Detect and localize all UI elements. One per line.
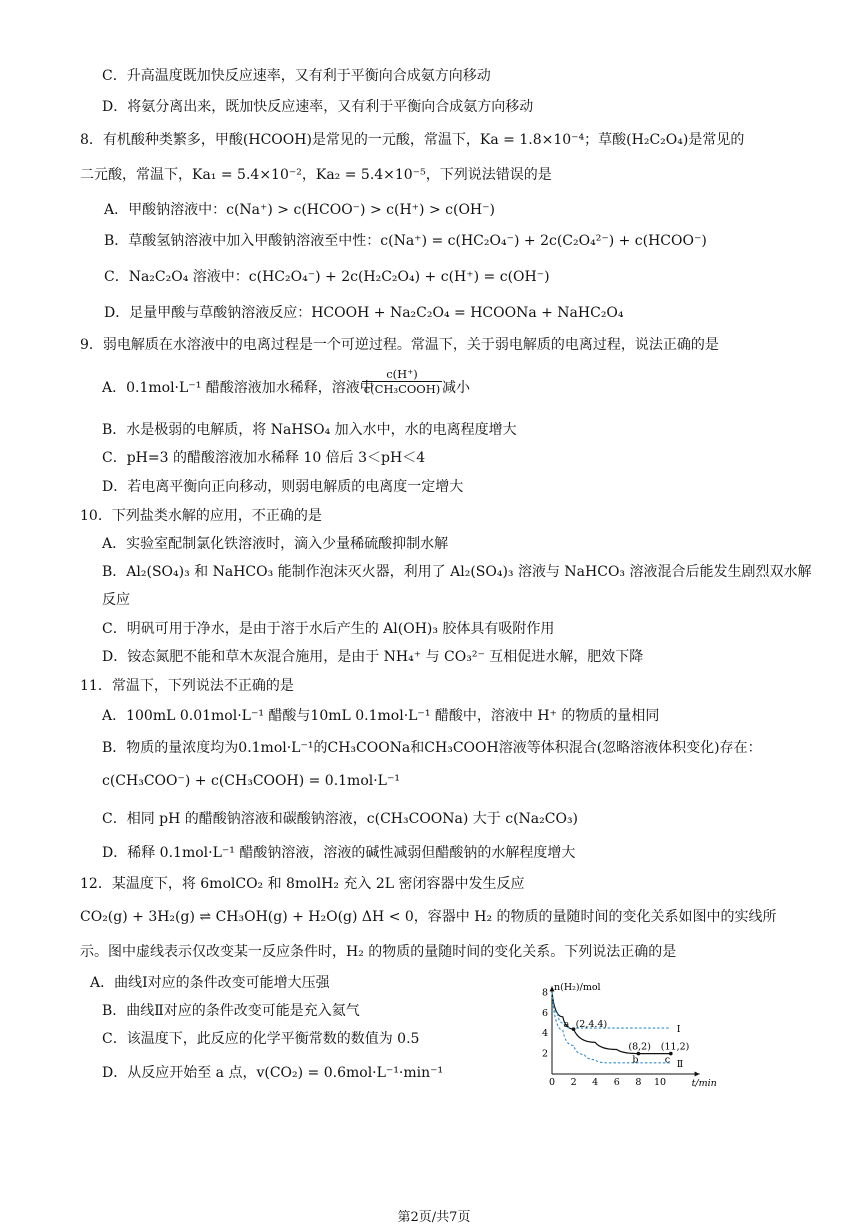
line-q11: 11．常温下，下列说法不正确的是 <box>80 678 294 694</box>
line-q10D: D．铵态氮肥不能和草木灰混合施用，是由于 NH₄⁺ 与 CO₃²⁻ 互相促进水解，肥效下降 <box>102 649 644 665</box>
x-axis-label: t/min <box>691 1078 717 1089</box>
line-q8C: C．Na₂C₂O₄ 溶液中：c(HC₂O₄⁻) + 2c(H₂C₂O₄) + c(H⁺) = c(OH⁻) <box>104 269 550 285</box>
line-q10B2: 反应 <box>102 592 130 608</box>
line-q8D: D．足量甲酸与草酸钠溶液反应：HCOOH + Na₂C₂O₄ = HCOONa + NaHC₂O₄ <box>104 305 624 321</box>
x-axis-arrow <box>695 1072 700 1077</box>
line-q8a: 8．有机酸种类繁多，甲酸(HCOOH)是常见的一元酸，常温下，Ka = 1.8×10⁻⁴；草酸(H₂C₂O₄)是常见的 <box>80 132 745 148</box>
line-q9: 9．弱电解质在水溶液中的电离过程是一个可逆过程。常温下，关于弱电解质的电离过程，说法正确的是 <box>80 337 719 353</box>
line-q10C: C．明矾可用于净水，是由于溶于水后产生的 Al(OH)₃ 胶体具有吸附作用 <box>102 621 555 637</box>
line-q8A: A．甲酸钠溶液中：c(Na⁺) > c(HCOO⁻) > c(H⁺) > c(OH⁻) <box>104 202 495 218</box>
h2-amount-time-chart <box>530 978 717 1096</box>
page-footer: 第2页/共7页 <box>397 1210 471 1225</box>
x-tick-label: 4 <box>592 1077 599 1088</box>
point-label-a: a <box>563 1019 570 1031</box>
line-q8b: 二元酸，常温下，Ka₁ = 5.4×10⁻²，Ka₂ = 5.4×10⁻⁵，下列说法错误的是 <box>80 167 552 183</box>
series-line-Ⅱ <box>552 992 671 1062</box>
line-q10B: B．Al₂(SO₄)₃ 和 NaHCO₃ 能制作泡沫灭火器，利用了 Al₂(SO₄)₃ 溶液与 NaHCO₃ 溶液混合后能发生剧烈双水解 <box>102 564 812 580</box>
line-q11C: C．相同 pH 的醋酸钠溶液和碳酸钠溶液，c(CH₃COONa) 大于 c(Na₂CO₃) <box>102 811 579 827</box>
line-q9A2: 减小 <box>442 380 470 396</box>
series-label: Ⅰ <box>676 1024 681 1036</box>
line-q11A: A．100mL 0.01mol·L⁻¹ 醋酸与10mL 0.1mol·L⁻¹ 醋酸中，溶液中 H⁺ 的物质的量相同 <box>102 708 660 724</box>
line-q11D: D．稀释 0.1mol·L⁻¹ 醋酸钠溶液，溶液的碱性减弱但醋酸钠的水解程度增大 <box>102 845 576 861</box>
point-label-c: c <box>664 1054 671 1066</box>
y-tick-label: 2 <box>541 1048 548 1060</box>
x-tick-label: 6 <box>613 1077 620 1088</box>
line-q9A: A．0.1mol·L⁻¹ 醋酸溶液加水稀释，溶液中 <box>102 380 374 396</box>
line-q12: 12．某温度下，将 6molCO₂ 和 8molH₂ 充入 2L 密闭容器中发生反应 <box>80 876 525 892</box>
fraction-numerator: c(H⁺) <box>386 367 418 381</box>
y-axis-label: n(H₂)/mol <box>554 982 601 993</box>
fraction-denominator: c(CH₃COOH) <box>363 382 441 396</box>
series-line-Ⅰ <box>552 992 671 1031</box>
line-q12C: C．该温度下，此反应的化学平衡常数的数值为 0.5 <box>102 1031 420 1047</box>
y-tick-label: 6 <box>541 1007 548 1019</box>
point-coord-b: (8,2) <box>628 1041 651 1053</box>
line-q10: 10．下列盐类水解的应用，不正确的是 <box>80 508 322 524</box>
series-label: Ⅱ <box>676 1058 684 1070</box>
line-q11B2: c(CH₃COO⁻) + c(CH₃COOH) = 0.1mol·L⁻¹ <box>102 773 400 789</box>
line-q10A: A．实验室配制氯化铁溶液时，滴入少量稀硫酸抑制水解 <box>102 536 449 552</box>
line-q8B: B．草酸氢钠溶液中加入甲酸钠溶液至中性：c(Na⁺) = c(HC₂O₄⁻) + 2c(C₂O₄²⁻) + c(HCOO⁻) <box>104 233 707 249</box>
line-q12B: B．曲线Ⅱ对应的条件改变可能是充入氦气 <box>102 1003 360 1019</box>
line-q12b: CO₂(g) + 3H₂(g) ⇌ CH₃OH(g) + H₂O(g) ΔH < 0，容器中 H₂ 的物质的量随时间的变化关系如图中的实线所 <box>80 909 777 925</box>
line-q9C: C．pH=3 的醋酸溶液加水稀释 10 倍后 3＜pH＜4 <box>102 450 426 466</box>
y-tick-label: 4 <box>541 1028 548 1040</box>
x-tick-label: 10 <box>653 1077 667 1088</box>
point-coord-a: (2,4.4) <box>575 1019 608 1031</box>
concentration-ratio-fraction <box>362 367 442 396</box>
series-line-solid <box>552 992 671 1053</box>
line-q7d: D．将氨分离出来，既加快反应速率，又有利于平衡向合成氨方向移动 <box>102 99 534 115</box>
y-tick-label: 8 <box>541 987 548 999</box>
line-q11B: B．物质的量浓度均为0.1mol·L⁻¹的CH₃COONa和CH₃COOH溶液等体积混合(忽略溶液体积变化)存在： <box>102 740 762 756</box>
point-coord-c: (11,2) <box>660 1041 690 1053</box>
x-tick-label: 8 <box>635 1077 642 1088</box>
line-q7c: C．升高温度既加快反应速率，又有利于平衡向合成氨方向移动 <box>102 68 491 84</box>
line-q12D: D．从反应开始至 a 点，v(CO₂) = 0.6mol·L⁻¹·min⁻¹ <box>102 1065 444 1081</box>
line-q9D: D．若电离平衡向正向移动，则弱电解质的电离度一定增大 <box>102 479 464 495</box>
line-q9B: B．水是极弱的电解质，将 NaHSO₄ 加入水中，水的电离程度增大 <box>102 422 517 438</box>
point-label-b: b <box>632 1054 639 1066</box>
line-q12A: A．曲线Ⅰ对应的条件改变可能增大压强 <box>90 975 330 991</box>
line-q12c: 示。图中虚线表示仅改变某一反应条件时，H₂ 的物质的量随时间的变化关系。下列说法正确的是 <box>80 944 677 960</box>
x-tick-label: 2 <box>570 1077 577 1088</box>
x-tick-label: 0 <box>548 1077 556 1088</box>
